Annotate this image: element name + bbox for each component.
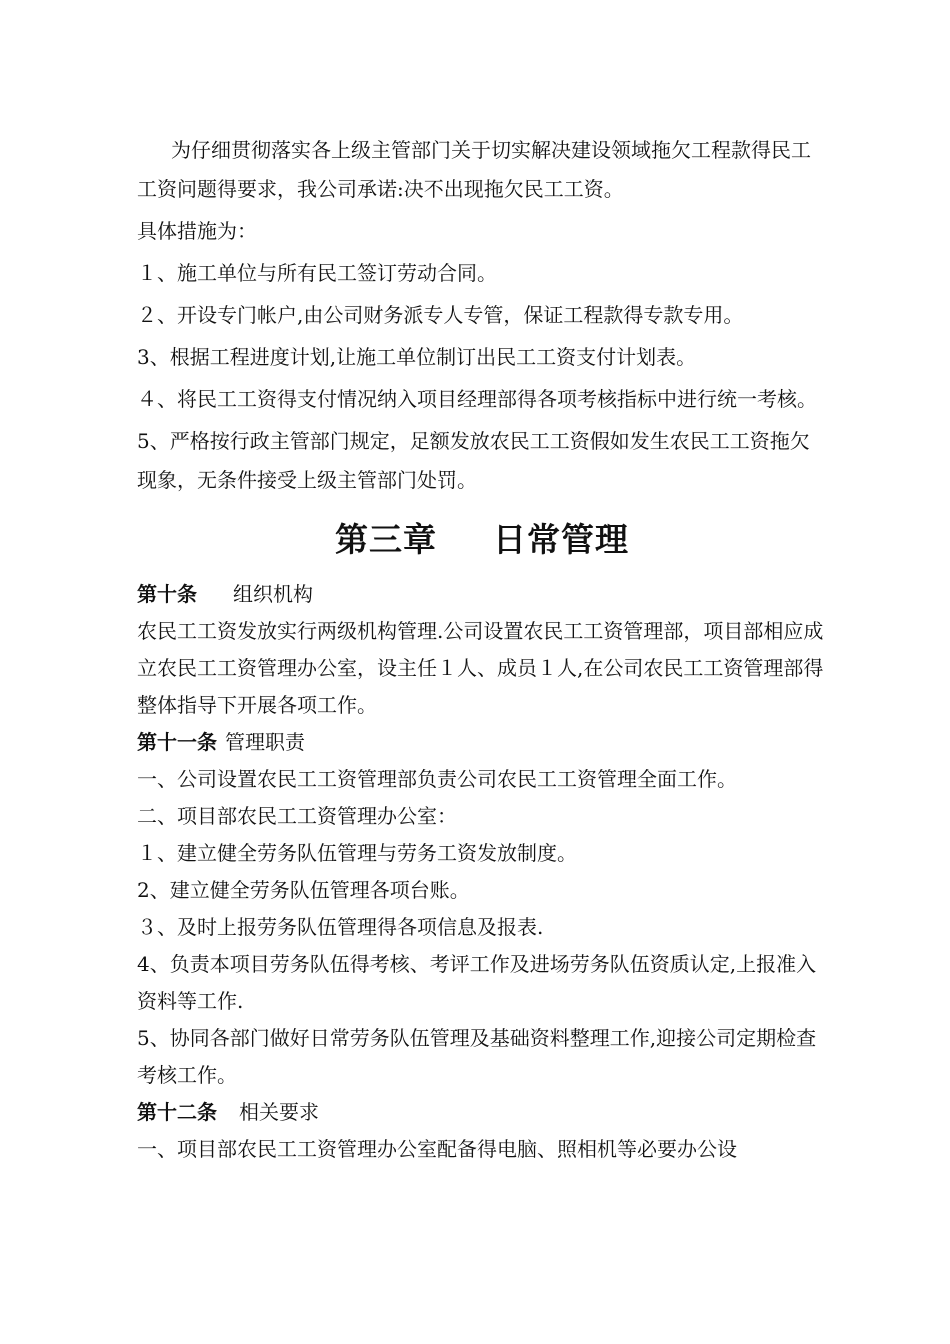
measure-item: 5、严格按行政主管部门规定，足额发放农民工工资假如发生农民工工资拖欠现象，无条件接受上级主管部门处罚。 <box>137 429 810 492</box>
duty-item: 4、负责本项目劳务队伍得考核、考评工作及进场劳务队伍资质认定,上报准入资料等工作. <box>137 952 817 1013</box>
duty-item: １、建立健全劳务队伍管理与劳务工资发放制度。 <box>137 841 577 865</box>
article-title: 管理职责 <box>225 730 305 754</box>
article-title: 相关要求 <box>239 1100 319 1124</box>
article-label: 第十二条 <box>137 1100 217 1124</box>
measures-heading: 具体措施为： <box>137 219 257 243</box>
article-label: 第十条 <box>137 582 197 606</box>
article-body: 农民工工资发放实行两级机构管理.公司设置农民工工资管理部，项目部相应成立农民工工资管理办公室，设主任１人、成员１人,在公司农民工工资管理部得整体指导下开展各项工作。 <box>137 619 824 717</box>
duty-item: 2、建立健全劳务队伍管理各项台账。 <box>137 878 470 902</box>
intro-paragraph: 为仔细贯彻落实各上级主管部门关于切实解决建设领域拖欠工程款得民工工资问题得要求，我公司承诺:决不出现拖欠民工工资。 <box>137 138 811 201</box>
article-heading <box>137 724 827 761</box>
duty-item: ３、及时上报劳务队伍管理得各项信息及报表. <box>137 915 544 939</box>
measure-item: ２、开设专门帐户,由公司财务派专人专管，保证工程款得专款专用。 <box>137 303 744 327</box>
duty-item: 二、项目部农民工工资管理办公室： <box>137 804 457 828</box>
chapter-title: 日常管理 <box>493 520 629 559</box>
chapter-heading <box>137 514 827 566</box>
article-label: 第十一条 <box>137 730 217 754</box>
chapter-number: 第三章 <box>335 520 437 559</box>
measure-item: １、施工单位与所有民工签订劳动合同。 <box>137 261 497 285</box>
duty-item: 一、公司设置农民工工资管理部负责公司农民工工资管理全面工作。 <box>137 767 737 791</box>
measure-item: ４、将民工工资得支付情况纳入项目经理部得各项考核指标中进行统一考核。 <box>137 387 817 411</box>
duty-item: 5、协同各部门做好日常劳务队伍管理及基础资料整理工作,迎接公司定期检查考核工作。 <box>137 1026 817 1087</box>
article-heading <box>137 1094 827 1131</box>
requirement-item: 一、项目部农民工工资管理办公室配备得电脑、照相机等必要办公设 <box>137 1137 737 1161</box>
article-heading <box>137 576 827 613</box>
article-title: 组织机构 <box>233 582 313 606</box>
measure-item: 3、根据工程进度计划,让施工单位制订出民工工资支付计划表。 <box>137 345 697 369</box>
document-body <box>137 131 827 1168</box>
